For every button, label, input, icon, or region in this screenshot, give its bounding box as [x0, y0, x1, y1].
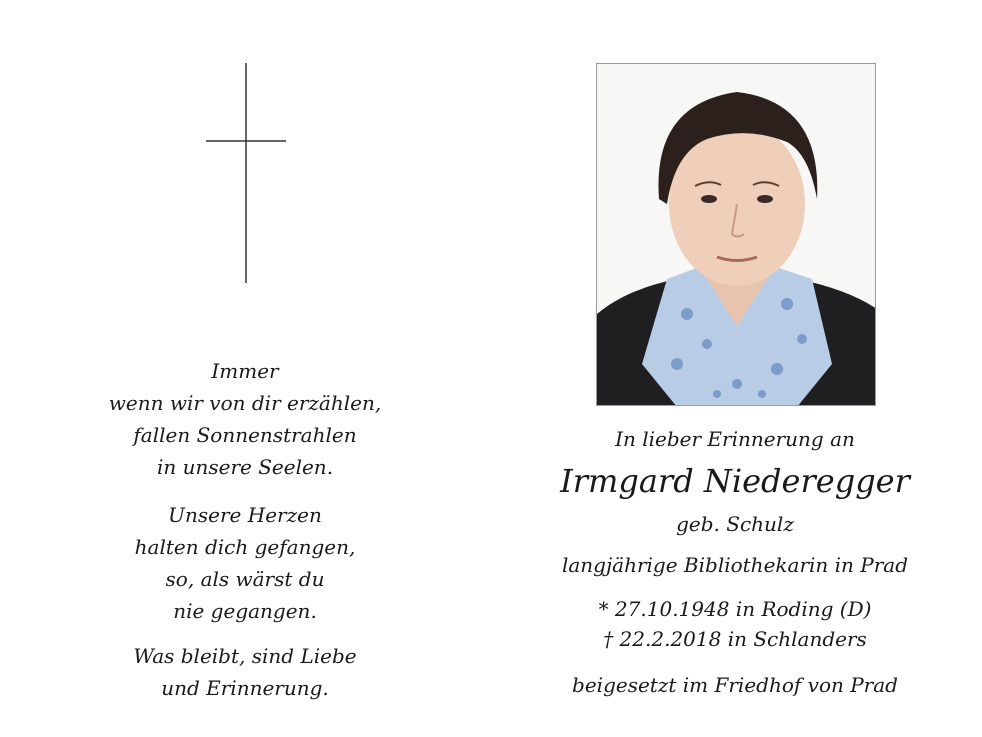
poem-line: so, als wärst du	[165, 567, 325, 591]
poem-line: wenn wir von dir erzählen,	[108, 391, 382, 415]
poem-line: Was bleibt, sind Liebe	[133, 644, 357, 668]
poem-line: nie gegangen.	[173, 599, 317, 623]
birth-date: * 27.10.1948 in Roding (D)	[598, 597, 872, 621]
poem-line: Immer	[211, 359, 279, 383]
poem-line: Unsere Herzen	[168, 503, 322, 527]
poem-line: und Erinnerung.	[161, 676, 329, 700]
poem-line: in unsere Seelen.	[156, 455, 334, 479]
deceased-name: Irmgard Niederegger	[560, 462, 910, 500]
maiden-name: geb. Schulz	[676, 512, 794, 536]
poem-line: halten dich gefangen,	[134, 535, 356, 559]
poem-stanza-2	[60, 499, 430, 627]
death-date: † 22.2.2018 in Schlanders	[603, 627, 867, 651]
poem-line: fallen Sonnenstrahlen	[133, 423, 357, 447]
poem-stanza-3	[60, 640, 430, 704]
memorial-intro: In lieber Erinnerung an	[615, 427, 855, 451]
cross-icon	[206, 63, 286, 283]
poem-stanza-1	[60, 355, 430, 483]
burial-place: beigesetzt im Friedhof von Prad	[572, 673, 898, 697]
portrait-photo	[596, 63, 876, 406]
occupation: langjährige Bibliothekarin in Prad	[561, 553, 909, 577]
